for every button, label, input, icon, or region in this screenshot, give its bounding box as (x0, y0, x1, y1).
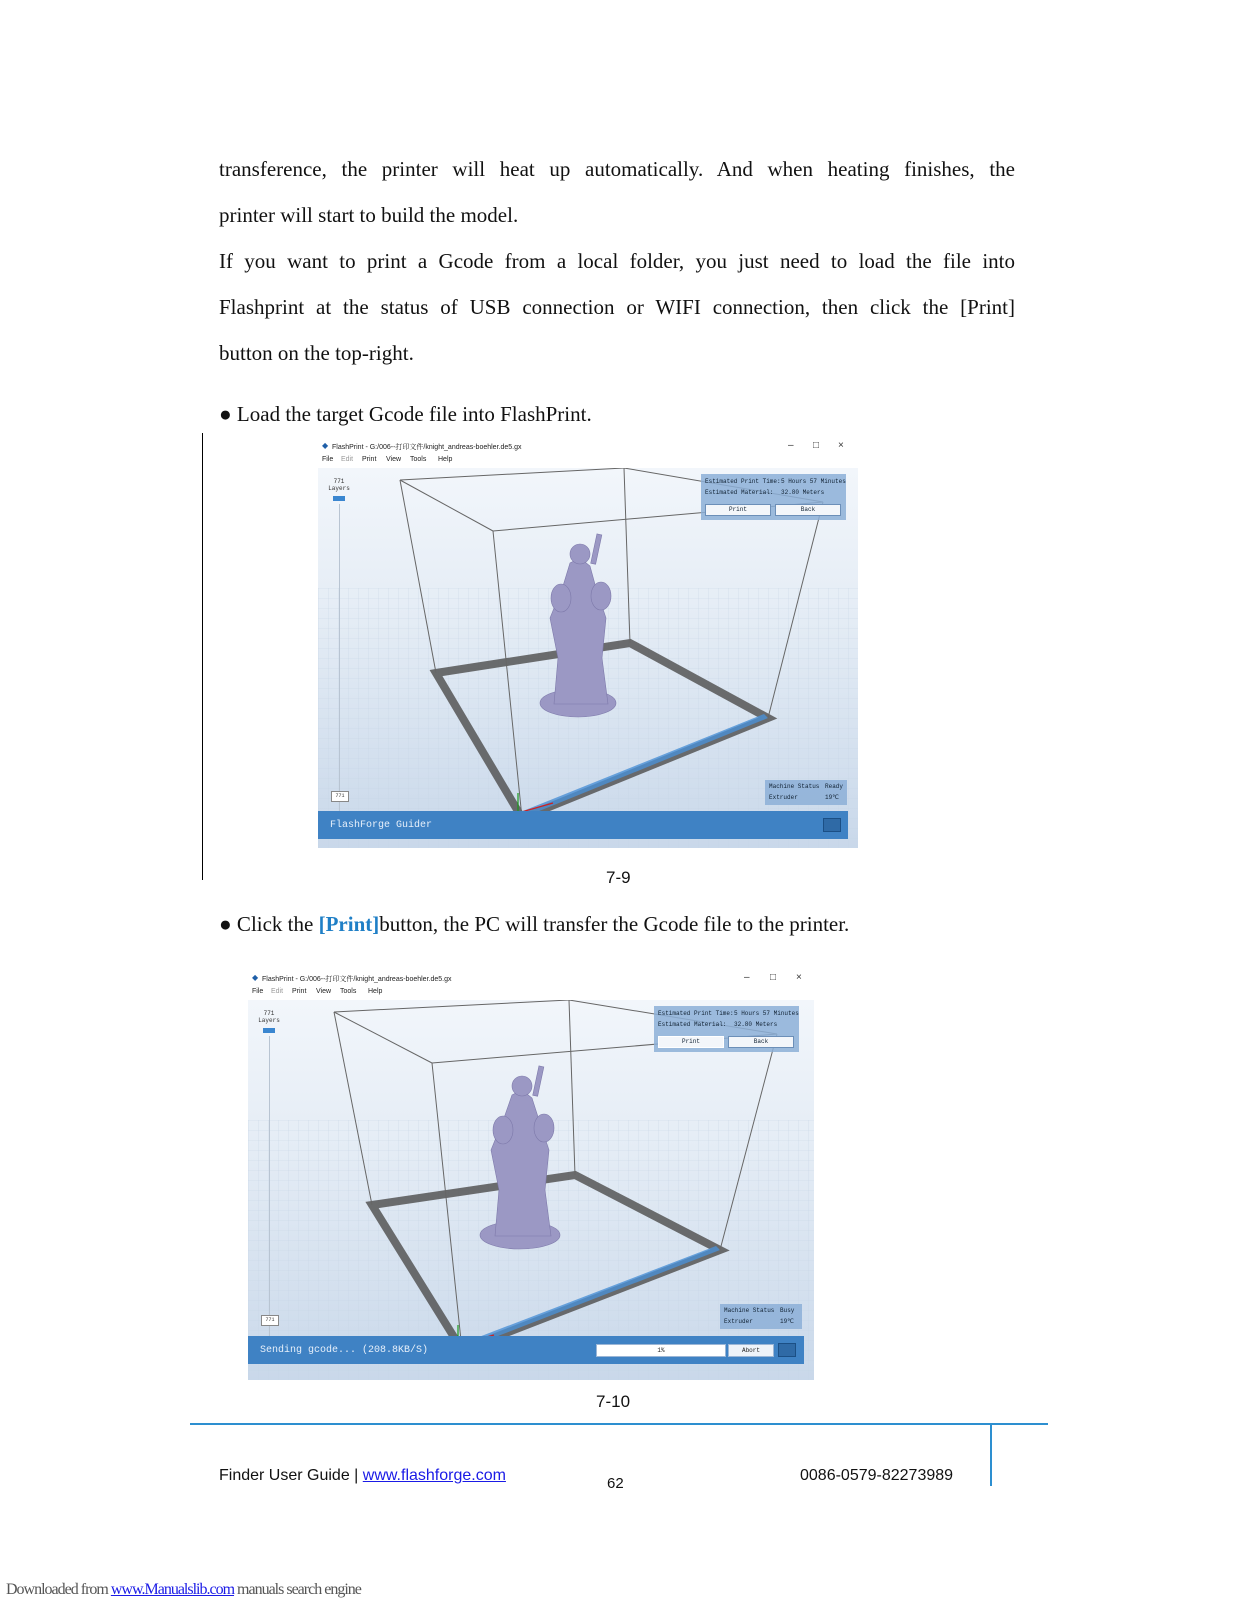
extruder-label: Extruder (724, 1318, 753, 1325)
print-time-value: 5 Hours 57 Minutes (734, 1010, 799, 1017)
layer-slider-track[interactable] (339, 504, 340, 820)
manualslib-link[interactable]: www.Manualslib.com (110, 1581, 235, 1598)
menu-tools[interactable]: Tools (410, 456, 427, 463)
menu-print[interactable]: Print (362, 456, 377, 463)
extruder-value: 19℃ (780, 1318, 794, 1325)
menu-tools[interactable]: Tools (340, 988, 357, 995)
machine-status-value: Busy (780, 1307, 795, 1314)
menu-print[interactable]: Print (292, 988, 307, 995)
print-button[interactable]: Print (658, 1036, 724, 1048)
bullet-text-prefix: ● Click the (219, 912, 319, 936)
window-title: FlashPrint - G:/006--打印文件/knight_andreas-boehler.de5.gx (262, 976, 452, 983)
abort-button[interactable]: Abort (728, 1344, 774, 1357)
layer-slider-handle[interactable] (263, 1028, 275, 1033)
menu-file[interactable]: File (322, 456, 334, 463)
machine-status-panel (765, 780, 847, 805)
window-titlebar (318, 438, 858, 454)
paragraph-heating (219, 146, 1015, 238)
print-info-panel (701, 474, 846, 520)
margin-rule (202, 433, 203, 880)
close-button[interactable]: × (796, 972, 802, 983)
page-number: 62 (607, 1475, 624, 1492)
window-titlebar (248, 970, 814, 986)
footer-guide-text: Finder User Guide | (219, 1467, 363, 1484)
watermark-suffix: manuals search engine (234, 1581, 361, 1598)
figure-caption-7-9: 7-9 (606, 868, 631, 887)
flashprint-logo-icon: ◆ (322, 441, 329, 450)
back-button[interactable]: Back (775, 504, 841, 516)
layers-label: Layers (258, 1017, 280, 1024)
machine-status-label: Machine Status (724, 1307, 775, 1314)
chat-icon[interactable] (778, 1343, 796, 1357)
layer-count: 771 (263, 1010, 275, 1017)
send-progress-bar: 1% (596, 1344, 726, 1357)
figure-caption-7-10: 7-10 (596, 1392, 631, 1411)
menu-view[interactable]: View (316, 988, 332, 995)
material-value: 32.80 Meters (734, 1021, 778, 1028)
bullet-load-gcode: ● Load the target Gcode file into FlashPrint. (219, 402, 592, 426)
window-title: FlashPrint - G:/006--打印文件/knight_andreas-boehler.de5.gx (332, 444, 522, 451)
text-line: If you want to print a Gcode from a local folder, you just need to load the file into (219, 249, 1015, 273)
print-keyword: [Print] (318, 912, 380, 936)
footer-vertical-rule (990, 1424, 992, 1486)
layer-bottom-input[interactable]: 771 (261, 1315, 279, 1326)
material-value: 32.80 Meters (781, 489, 825, 496)
3d-viewport[interactable] (318, 468, 858, 848)
machine-status-panel (720, 1304, 802, 1329)
chat-icon[interactable] (823, 818, 841, 832)
material-label: Estimated Material: (658, 1021, 727, 1028)
minimize-button[interactable]: – (744, 972, 750, 983)
minimize-button[interactable]: – (788, 440, 794, 451)
layer-count-label (324, 478, 354, 492)
text-line: Flashprint at the status of USB connection or WIFI connection, then click the [Print] (219, 295, 1015, 319)
sending-text: Sending gcode... (208.8KB/S) (260, 1345, 429, 1356)
footer-phone: 0086-0579-82273989 (800, 1467, 954, 1484)
menu-bar (318, 454, 858, 468)
download-watermark (6, 1581, 361, 1599)
flashforge-guider-bar (318, 811, 848, 839)
layer-count: 771 (333, 478, 345, 485)
menu-edit[interactable]: Edit (271, 988, 284, 995)
footer-guide (219, 1467, 506, 1485)
print-time-label: Estimated Print Time: (705, 478, 781, 485)
watermark-prefix: Downloaded from (6, 1581, 111, 1598)
print-info-panel (654, 1006, 799, 1052)
print-time-value: 5 Hours 57 Minutes (781, 478, 846, 485)
menu-help[interactable]: Help (438, 456, 453, 463)
menu-view[interactable]: View (386, 456, 402, 463)
extruder-value: 19℃ (825, 794, 839, 801)
menu-bar (248, 986, 814, 1000)
maximize-button[interactable]: □ (813, 440, 820, 451)
bullet-click-print (219, 912, 849, 937)
3d-viewport[interactable] (248, 1000, 814, 1380)
menu-edit[interactable]: Edit (341, 456, 354, 463)
text-line: printer will start to build the model. (219, 203, 519, 227)
menu-help[interactable]: Help (368, 988, 383, 995)
footer-website-link[interactable]: www.flashforge.com (362, 1467, 506, 1484)
layers-label: Layers (328, 485, 350, 492)
layer-count-label (254, 1010, 284, 1024)
layer-slider-handle[interactable] (333, 496, 345, 501)
print-button[interactable]: Print (705, 504, 771, 516)
sending-status-bar (248, 1336, 804, 1364)
machine-status-label: Machine Status (769, 783, 820, 790)
paragraph-local-gcode (219, 238, 1015, 376)
menu-file[interactable]: File (252, 988, 264, 995)
screenshot-figure-7-9 (318, 438, 858, 848)
back-button[interactable]: Back (728, 1036, 794, 1048)
maximize-button[interactable]: □ (770, 972, 777, 983)
text-line: transference, the printer will heat up automatically. And when heating finishes, the (219, 157, 1015, 181)
extruder-label: Extruder (769, 794, 798, 801)
layer-slider-track[interactable] (269, 1036, 270, 1336)
print-time-label: Estimated Print Time: (658, 1010, 734, 1017)
material-label: Estimated Material: (705, 489, 774, 496)
close-button[interactable]: × (838, 440, 844, 451)
text-line: button on the top-right. (219, 341, 414, 365)
flashprint-logo-icon: ◆ (252, 973, 259, 982)
layer-bottom-input[interactable]: 771 (331, 791, 349, 802)
guider-text: FlashForge Guider (330, 820, 433, 831)
machine-status-value: Ready (825, 783, 844, 790)
bullet-text-suffix: button, the PC will transfer the Gcode file to the printer. (379, 912, 850, 936)
screenshot-figure-7-10 (248, 970, 814, 1380)
footer-rule (190, 1423, 1048, 1425)
